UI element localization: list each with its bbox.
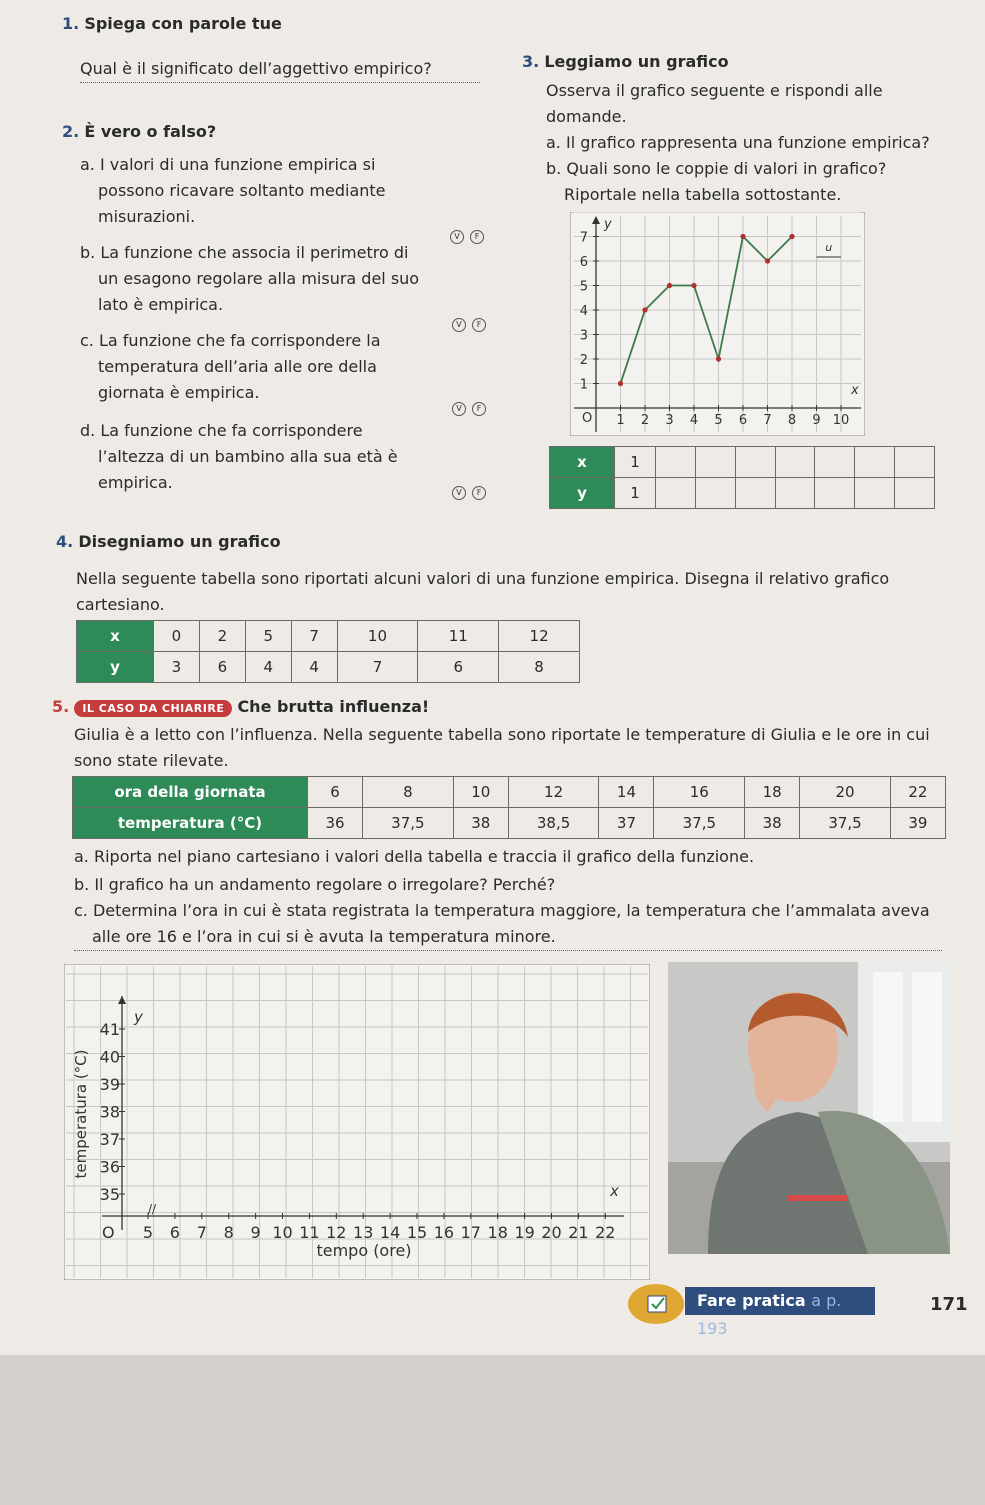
ex1-title: Spiega con parole tue [84, 14, 282, 33]
ex3-number: 3. [522, 52, 540, 71]
item-line: un esagono regolare alla misura del suo [98, 269, 420, 288]
false-option[interactable]: F [472, 486, 486, 500]
intro-line: domande. [546, 107, 627, 126]
x-tick-label: 16 [433, 1223, 455, 1242]
y-axis-label: y [604, 217, 612, 232]
hour-cell: 22 [890, 777, 945, 808]
ex3-answer-table [549, 446, 935, 509]
x-cell: 1 [615, 447, 656, 478]
item-letter: c. [80, 331, 94, 350]
true-option[interactable]: V [450, 230, 464, 244]
item-letter: b. [80, 243, 96, 262]
ex3-title: Leggiamo un grafico [544, 52, 729, 71]
data-point [789, 234, 794, 239]
item-line: l’altezza di un bambino alla sua età è [98, 447, 398, 466]
ex3-question-a: a. Il grafico rappresenta una funzione empirica? [546, 133, 930, 152]
item-letter: d. [80, 421, 96, 440]
x-tick-label: 10 [272, 1223, 293, 1242]
x-tick-label: 9 [812, 413, 821, 428]
origin-label: O [582, 411, 593, 426]
ex3-intro [546, 78, 966, 130]
y-tick-label: 7 [579, 230, 588, 246]
y-value: 4 [291, 652, 337, 683]
y-header: y [77, 652, 154, 683]
x-tick-label: 9 [250, 1223, 261, 1242]
y-tick-label: 5 [579, 279, 588, 295]
y-tick-label: 37 [99, 1130, 120, 1149]
ex5-question-c [74, 898, 954, 951]
x-axis-letter: x [610, 1182, 619, 1200]
x-tick-label: 3 [665, 413, 674, 428]
ex4-title: Disegniamo un grafico [78, 532, 281, 551]
case-badge: IL CASO DA CHIARIRE [74, 700, 232, 717]
item-line: lato è empirica. [98, 295, 224, 314]
temp-cell: 37 [599, 808, 654, 839]
x-tick-label: 22 [595, 1223, 616, 1242]
notebook-icon [628, 1284, 684, 1324]
desk-surface [0, 1355, 985, 1505]
vf-toggle-b[interactable] [452, 318, 486, 332]
y-tick-label: 40 [99, 1047, 120, 1067]
page-number: 171 [930, 1294, 968, 1315]
x-tick-label: 13 [353, 1223, 374, 1242]
item-line: empirica. [98, 473, 173, 492]
item-line: giornata è empirica. [98, 383, 260, 402]
item-line: La funzione che fa corrispondere [100, 421, 363, 440]
ex1-number: 1. [62, 14, 80, 33]
x-tick-label: 11 [299, 1223, 320, 1242]
y-axis-letter: y [134, 1008, 143, 1026]
y-tick-label: 1 [579, 377, 588, 393]
y-tick-label: 2 [579, 353, 588, 368]
x-tick-label: 6 [738, 413, 748, 428]
x-tick-label: 8 [223, 1223, 234, 1242]
ex5-line: sono state rilevate. [74, 751, 229, 770]
ex2-item-d [80, 418, 440, 496]
ex4-number: 4. [56, 532, 74, 551]
ex5-text [74, 722, 954, 774]
ex1-question-text: Qual è il significato dell’aggettivo empirico? [80, 59, 432, 78]
ex5-number: 5. [52, 697, 70, 716]
true-option[interactable]: V [452, 486, 466, 500]
x-header: x [77, 621, 154, 652]
x-tick-label: 10 [832, 413, 850, 428]
ex5-table [72, 776, 946, 839]
hour-cell: 16 [654, 777, 745, 808]
y-cell-empty[interactable] [855, 478, 895, 509]
item-line: La funzione che associa il perimetro di [100, 243, 409, 262]
hours-header: ora della giornata [73, 777, 308, 808]
data-point [740, 234, 745, 239]
temp-cell: 37,5 [800, 808, 891, 839]
y-cell-empty[interactable] [735, 478, 775, 509]
temp-cell: 37,5 [363, 808, 454, 839]
x-value: 7 [291, 621, 337, 652]
x-tick-label: 21 [568, 1223, 589, 1242]
x-tick-label: 5 [142, 1223, 154, 1242]
x-axis-label: x [851, 383, 859, 398]
y-value: 6 [418, 652, 499, 683]
true-option[interactable]: V [452, 402, 466, 416]
hour-cell: 20 [800, 777, 891, 808]
photo-illustration [668, 962, 950, 1254]
qc-line: c. Determina l’ora in cui è stata registrata la temperatura maggiore, la temperatura che l’ammalata aveva [74, 901, 930, 920]
ex4-table [76, 620, 580, 683]
ex5-title: Che brutta influenza! [237, 697, 430, 716]
y-value: 3 [154, 652, 200, 683]
qb-line: b. Quali sono le coppie di valori in grafico? [546, 159, 887, 178]
data-point [765, 258, 770, 263]
ex2-heading [62, 122, 216, 141]
ex4-line: Nella seguente tabella sono riportati alcuni valori di una funzione empirica. Disegna il relativo grafico [76, 569, 890, 588]
false-option[interactable]: F [472, 402, 486, 416]
temp-cell: 38 [453, 808, 508, 839]
temp-cell: 38,5 [508, 808, 599, 839]
pratica-ref: a p. 193 [697, 1291, 842, 1338]
vf-toggle-c[interactable] [452, 402, 486, 416]
item-line: temperatura dell’aria alle ore della [98, 357, 377, 376]
ex5-line: Giulia è a letto con l’influenza. Nella seguente tabella sono riportate le temperature di Giulia e le ore in cui [74, 725, 930, 744]
y-value: 6 [199, 652, 245, 683]
hour-cell: 6 [308, 777, 363, 808]
temp-cell: 39 [890, 808, 945, 839]
data-point [691, 283, 696, 288]
y-cell: 1 [615, 478, 656, 509]
y-tick-label: 4 [579, 304, 588, 319]
x-cell-empty[interactable] [695, 447, 735, 478]
ex2-number: 2. [62, 122, 80, 141]
chart-frame [570, 212, 865, 436]
y-cell-empty[interactable] [656, 478, 696, 509]
y-tick-label: 35 [99, 1185, 120, 1204]
ex2-title: È vero o falso? [84, 122, 217, 141]
y-value: 7 [337, 652, 418, 683]
ex3-line-chart [570, 212, 865, 436]
x-value: 12 [499, 621, 580, 652]
item-line: La funzione che fa corrispondere la [98, 331, 381, 350]
hour-cell: 18 [745, 777, 800, 808]
data-point [667, 283, 672, 288]
ex2-item-a [80, 152, 440, 230]
x-tick-label: 1 [616, 413, 625, 428]
hour-cell: 14 [599, 777, 654, 808]
x-value: 5 [245, 621, 291, 652]
pratica-label: Fare pratica [697, 1291, 806, 1310]
ex5-question-a: a. Riporta nel piano cartesiano i valori della tabella e traccia il grafico della funzione. [74, 847, 755, 866]
y-axis-title: temperatura (°C) [72, 1049, 90, 1179]
ex5-heading [52, 697, 429, 717]
x-value: 0 [154, 621, 200, 652]
pratica-icon [628, 1284, 684, 1324]
x-cell-empty[interactable] [656, 447, 696, 478]
qc-line[interactable]: alle ore 16 e l’ora in cui si è avuta la temperatura minore. [74, 924, 942, 951]
x-tick-label: 6 [169, 1223, 180, 1242]
y-cell-empty[interactable] [775, 478, 815, 509]
true-option[interactable]: V [452, 318, 466, 332]
x-axis-title: tempo (ore) [316, 1241, 412, 1260]
item-line: I valori di una funzione empirica si [99, 155, 376, 174]
y-tick-label: 3 [579, 328, 588, 344]
ex1-question[interactable] [80, 56, 480, 83]
x-tick-label: 20 [541, 1223, 562, 1242]
temp-cell: 36 [308, 808, 363, 839]
axis-break-mark: // [148, 1202, 157, 1216]
x-tick-label: 7 [196, 1223, 207, 1242]
x-value: 11 [418, 621, 499, 652]
ex4-text [76, 566, 956, 618]
origin-label: O [102, 1223, 115, 1242]
false-option[interactable]: F [470, 230, 484, 244]
data-point [618, 381, 623, 386]
ex2-item-b [80, 240, 440, 318]
sick-girl-photo [668, 962, 950, 1254]
ex4-line: cartesiano. [76, 595, 165, 614]
data-point [642, 307, 647, 312]
temps-header: temperatura (°C) [73, 808, 308, 839]
y-tick-label: 41 [99, 1020, 120, 1039]
vf-toggle-a[interactable] [450, 230, 484, 244]
x-tick-label: 18 [487, 1223, 508, 1242]
x-cell-empty[interactable] [775, 447, 815, 478]
hour-cell: 10 [453, 777, 508, 808]
y-tick-label: 38 [99, 1102, 120, 1122]
item-letter: a. [80, 155, 95, 174]
qb-line: Riportale nella tabella sottostante. [564, 185, 842, 204]
y-tick-label: 39 [99, 1075, 120, 1094]
x-value: 10 [337, 621, 418, 652]
y-cell-empty[interactable] [815, 478, 855, 509]
intro-line: Osserva il grafico seguente e rispondi alle [546, 81, 883, 100]
y-value: 4 [245, 652, 291, 683]
x-cell-empty[interactable] [735, 447, 775, 478]
x-tick-label: 14 [379, 1223, 401, 1242]
data-point [716, 356, 721, 361]
y-cell-empty[interactable] [895, 478, 935, 509]
item-line: misurazioni. [98, 207, 196, 226]
false-option[interactable]: F [472, 318, 486, 332]
x-tick-label: 19 [514, 1223, 535, 1242]
y-header: y [550, 478, 615, 509]
temp-cell: 38 [745, 808, 800, 839]
x-tick-label: 4 [689, 413, 699, 428]
x-tick-label: 2 [640, 413, 650, 428]
hour-cell: 8 [363, 777, 454, 808]
ex4-heading [56, 532, 281, 551]
x-tick-label: 5 [714, 413, 723, 428]
ex1-heading [62, 14, 282, 33]
y-tick-label: 36 [99, 1157, 120, 1177]
ex3-heading [522, 52, 729, 71]
hour-cell: 12 [508, 777, 599, 808]
temp-cell: 37,5 [654, 808, 745, 839]
vf-toggle-d[interactable] [452, 486, 486, 500]
y-value: 8 [499, 652, 580, 683]
ex3-question-b [546, 156, 966, 208]
item-line: possono ricavare soltanto mediante [98, 181, 386, 200]
unit-label: u [825, 241, 833, 254]
x-tick-label: 8 [787, 413, 797, 428]
x-tick-label: 7 [763, 413, 772, 428]
ex5-question-b: b. Il grafico ha un andamento regolare o irregolare? Perché? [74, 875, 556, 894]
x-value: 2 [199, 621, 245, 652]
x-header: x [550, 447, 615, 478]
x-tick-label: 17 [460, 1223, 481, 1242]
y-cell-empty[interactable] [695, 478, 735, 509]
x-cell-empty[interactable] [855, 447, 895, 478]
ex5-empty-grid-chart[interactable] [64, 964, 650, 1280]
x-tick-label: 15 [406, 1223, 428, 1242]
x-tick-label: 12 [326, 1223, 347, 1242]
pratica-link[interactable] [685, 1287, 875, 1338]
x-cell-empty[interactable] [895, 447, 935, 478]
y-tick-label: 6 [579, 255, 588, 270]
ex2-item-c [80, 328, 440, 406]
x-cell-empty[interactable] [815, 447, 855, 478]
